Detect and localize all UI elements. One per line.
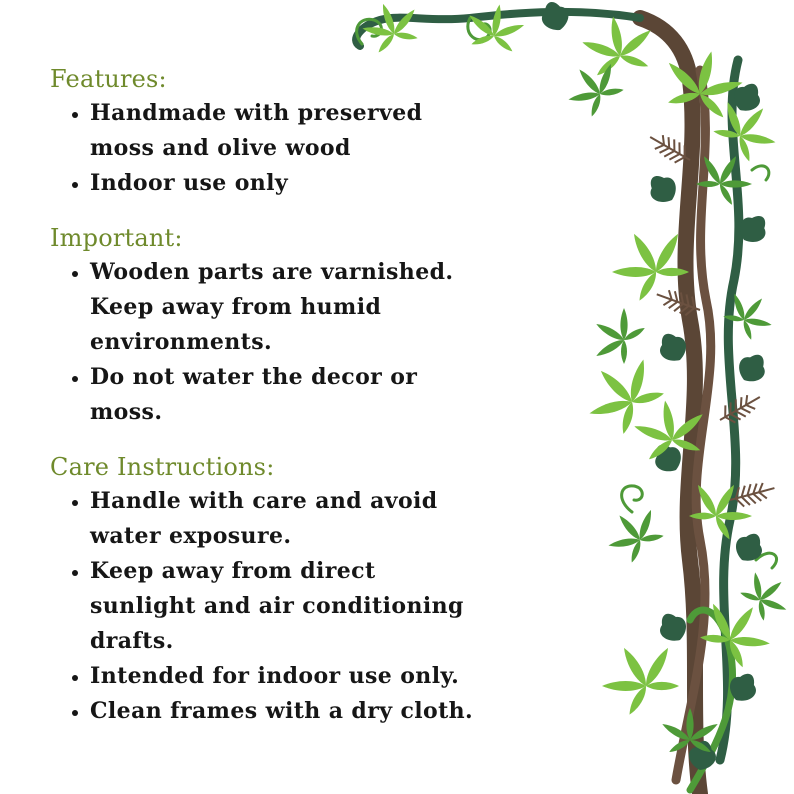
care-instructions-heading: Care Instructions: bbox=[50, 453, 275, 481]
list-item: Wooden parts are varnished. Keep away from humid environments. bbox=[70, 255, 568, 360]
list-item: Indoor use only bbox=[70, 166, 568, 201]
list-item: Clean frames with a dry cloth. bbox=[70, 694, 568, 729]
list-item: Handmade with preserved moss and olive wood bbox=[70, 96, 568, 166]
list-item: Intended for indoor use only. bbox=[70, 659, 568, 694]
list-item: Do not water the decor or moss. bbox=[70, 360, 568, 430]
list-item: Keep away from direct sunlight and air conditioning drafts. bbox=[70, 554, 568, 659]
tendril-group bbox=[357, 18, 777, 568]
vine-frame-illustration bbox=[320, 0, 794, 794]
features-heading: Features: bbox=[50, 65, 167, 93]
list-item: Handle with care and avoid water exposure. bbox=[70, 484, 568, 554]
important-heading: Important: bbox=[50, 224, 183, 252]
